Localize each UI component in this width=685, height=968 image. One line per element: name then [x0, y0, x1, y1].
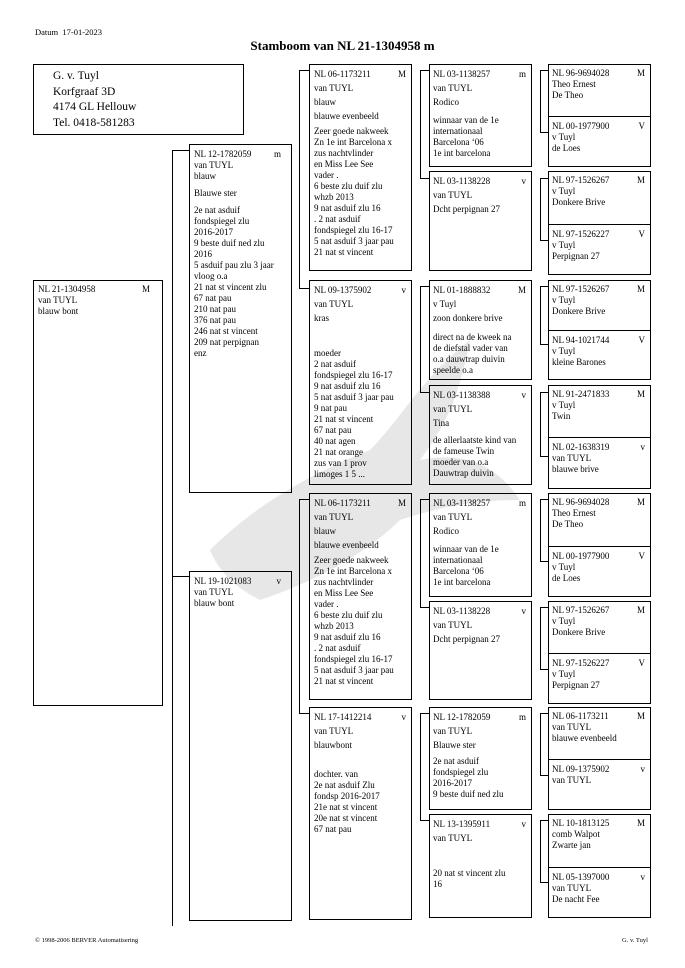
ggp-sex: m	[518, 712, 526, 722]
ggp-box-7	[429, 707, 532, 810]
ggp-sex: v	[521, 819, 526, 829]
gen5-sex: V	[638, 229, 645, 239]
grandparent-breeder: van TUYL	[314, 726, 354, 736]
gen5-sex: v	[640, 442, 645, 452]
grandparent-color: kras	[314, 313, 329, 323]
pair-divider	[549, 116, 650, 117]
gen5-sex: V	[638, 335, 645, 345]
gen5-line2: Theo Ernest	[552, 79, 596, 89]
gen5-ring: NL 10-1813125	[552, 818, 610, 828]
ggp-info: winnaar van de 1e internationaal Barcelona ‘06 1e int barcelona	[433, 544, 499, 587]
grandparent-sex: v	[401, 285, 406, 295]
gen5-sex: M	[636, 175, 645, 185]
ggp-breeder: van TUYL	[433, 726, 473, 736]
gen5-line3: de Loes	[552, 573, 581, 583]
ggp-info: de allerlaatste kind van de fameuse Twin moeder van o.a Dauwtrap duivin	[433, 435, 517, 478]
ggp-ring: NL 12-1782059	[433, 712, 491, 722]
ggp-sex: m	[518, 69, 526, 79]
grandparent-color: blauw	[314, 526, 336, 536]
gen5-pair-3	[548, 280, 651, 380]
gen5-ring: NL 09-1375902	[552, 764, 610, 774]
ggp-ring: NL 13-1395911	[433, 819, 491, 829]
gen5-line2: van TUYL	[552, 775, 592, 785]
ggp-box-5	[429, 493, 532, 597]
grandparent-sex: M	[397, 69, 406, 79]
grandparent-info: dochter. van 2e nat asduif Zlu fondsp 2016-2017 21e nat st vincent 20e nat st vincent 67 nat pau	[314, 769, 380, 834]
ggp-ring: NL 01-1888832	[433, 285, 491, 295]
mother-color: blauw bont	[194, 598, 235, 608]
grandparent-color: blauw	[314, 97, 336, 107]
grandparent-box-4	[309, 707, 412, 920]
grandparent-ring: NL 06-1173211	[314, 498, 371, 508]
ggp-breeder: v Tuyl	[433, 299, 457, 309]
ggp-sex: m	[518, 498, 526, 508]
grandparent-info: Zeer goede nakweek Zn 1e int Barcelona x zus nachtvlinder en Miss Lee See vader . 6 beste zlu duif zlu whzb 2013 9 nat asduif zlu 16 . 2 nat asduif fondspiegel zlu 16-17 5 nat asduif 3 jaar pau 21 nat st vincent	[314, 126, 394, 257]
footer-copyright: © 1998-2006 BERVER Automatisering	[35, 937, 139, 944]
grandparent-breeder: van TUYL	[314, 512, 354, 522]
subject-ring: NL 21-1304958	[38, 284, 96, 294]
gen5-line2: Theo Ernest	[552, 508, 596, 518]
ggp-info: 2e nat asduif fondspiegel zlu 2016-2017 9 beste duif ned zlu	[433, 756, 504, 799]
gen5-line3: De nacht Fee	[552, 894, 600, 904]
father-ring: NL 12-1782059	[194, 149, 252, 159]
gen5-line2: van TUYL	[552, 722, 592, 732]
gen5-ring: NL 05-1397000	[552, 872, 610, 882]
ggp-color: Dcht perpignan 27	[433, 204, 500, 214]
grandparent-ring: NL 06-1173211	[314, 69, 371, 79]
grandparent-ring: NL 17-1412214	[314, 712, 372, 722]
gen5-line3: Zwarte jan	[552, 840, 591, 850]
gen5-line3: Donkere Brive	[552, 197, 606, 207]
gen5-sex: M	[636, 818, 645, 828]
gen5-pair-6	[548, 601, 651, 704]
grandparent-box-2	[309, 280, 412, 485]
ggp-breeder: van TUYL	[433, 190, 473, 200]
ggp-ring: NL 03-1138388	[433, 390, 491, 400]
mother-sex: v	[276, 576, 281, 586]
pair-divider	[549, 330, 650, 331]
gen5-line2: v Tuyl	[552, 669, 576, 679]
gen5-ring: NL 94-1021744	[552, 335, 610, 345]
ggp-sex: v	[521, 606, 526, 616]
gen5-line3: blauwe brive	[552, 464, 599, 474]
gen5-line2: van TUYL	[552, 453, 592, 463]
grandparent-info: moeder 2 nat asduif fondspiegel zlu 16-17 9 nat asduif zlu 16 5 nat asduif 3 jaar pau 9 nat pau 21 nat st vincent 67 nat pau 40 nat agen 21 nat orange zus van 1 prov limoges 1 5 ...	[314, 348, 394, 479]
gen5-ring: NL 97-1526267	[552, 605, 610, 615]
gen5-ring: NL 91-2471833	[552, 389, 610, 399]
gen5-line2: v Tuyl	[552, 132, 576, 142]
gen5-line3: Perpignan 27	[552, 251, 600, 261]
gen5-sex: V	[638, 658, 645, 668]
ggp-ring: NL 03-1138228	[433, 606, 491, 616]
ggp-info: 20 nat st vincent zlu 16	[433, 868, 506, 889]
date-line	[35, 27, 102, 37]
father-info: 2e nat asduif fondspiegel zlu 2016-2017 9 beste duif ned zlu 2016 5 asduif pau zlu 3 jaar vloog o.a 21 nat st vincent zlu 67 nat pau 210 nat pau 376 nat pau 246 nat st vincent 209 nat perpignan enz	[194, 205, 274, 358]
gen5-sex: v	[640, 764, 645, 774]
mother-breeder: van TUYL	[194, 587, 234, 597]
date-value: 17-01-2023	[62, 27, 103, 37]
gen5-sex: M	[636, 711, 645, 721]
gen5-sex: v	[640, 872, 645, 882]
pair-divider	[549, 224, 650, 225]
father-color: blauw	[194, 171, 216, 181]
ggp-box-4	[429, 385, 532, 485]
gen5-sex: M	[636, 605, 645, 615]
gen5-sex: V	[638, 121, 645, 131]
gen5-line3: Donkere Brive	[552, 306, 606, 316]
ggp-ring: NL 03-1138257	[433, 498, 491, 508]
gen5-line3: kleine Barones	[552, 357, 606, 367]
footer-owner: G. v. Tuyl	[622, 937, 648, 944]
gen5-pair-5	[548, 493, 651, 597]
gen5-line3: Donkere Brive	[552, 627, 606, 637]
gen5-line3: de Loes	[552, 143, 581, 153]
gen5-pair-4	[548, 385, 651, 489]
pair-divider	[549, 437, 650, 438]
ggp-color: Rodico	[433, 526, 459, 536]
gen5-sex: M	[636, 68, 645, 78]
owner-street: Korfgraaf 3D	[53, 85, 116, 98]
gen5-ring: NL 00-1977900	[552, 551, 610, 561]
ggp-box-2	[429, 171, 532, 271]
ggp-breeder: van TUYL	[433, 404, 473, 414]
gen5-pair-7	[548, 707, 651, 810]
ggp-info: direct na de kweek na de diefstal vader van o.a dauwtrap duivin speelde o.a	[433, 332, 512, 375]
ggp-ring: NL 03-1138257	[433, 69, 491, 79]
grandparent-name: blauwe evenbeeld	[314, 540, 379, 550]
ggp-sex: v	[521, 176, 526, 186]
gen5-sex: M	[636, 284, 645, 294]
ggp-ring: NL 03-1138228	[433, 176, 491, 186]
gen5-line2: van TUYL	[552, 883, 592, 893]
father-box	[189, 144, 292, 493]
gen5-pair-1	[548, 64, 651, 167]
ggp-box-6	[429, 601, 532, 700]
gen5-sex: V	[638, 551, 645, 561]
ggp-info: winnaar van de 1e internationaal Barcelona ‘06 1e int barcelona	[433, 115, 499, 158]
grandparent-name: blauwe evenbeeld	[314, 111, 379, 121]
gen5-ring: NL 02-1638319	[552, 442, 610, 452]
gen5-ring: NL 96-9694028	[552, 497, 610, 507]
gen5-line2: v Tuyl	[552, 346, 576, 356]
father-breeder: van TUYL	[194, 160, 234, 170]
owner-name: G. v. Tuyl	[53, 70, 99, 82]
ggp-box-3	[429, 280, 532, 380]
ggp-box-8	[429, 814, 532, 918]
gen5-pair-2	[548, 171, 651, 275]
mother-box	[189, 571, 292, 921]
gen5-line3: Twin	[552, 411, 571, 421]
father-name: Blauwe ster	[194, 188, 237, 198]
gen5-ring: NL 97-1526227	[552, 229, 610, 239]
subject-sex: M	[141, 284, 150, 294]
gen5-line3: De Theo	[552, 519, 584, 529]
subject-color: blauw bont	[38, 306, 79, 316]
grandparent-breeder: van TUYL	[314, 83, 354, 93]
pair-divider	[549, 653, 650, 654]
gen5-sex: M	[636, 389, 645, 399]
ggp-breeder: van TUYL	[433, 512, 473, 522]
gen5-sex: M	[636, 497, 645, 507]
ggp-box-1	[429, 64, 532, 167]
gen5-ring: NL 97-1526267	[552, 175, 610, 185]
pair-divider	[549, 759, 650, 760]
gen5-line2: v Tuyl	[552, 400, 576, 410]
ggp-color: Tina	[433, 418, 450, 428]
date-label: Datum	[35, 27, 59, 37]
grandparent-sex: M	[397, 498, 406, 508]
ggp-sex: M	[517, 285, 526, 295]
ggp-breeder: van TUYL	[433, 833, 473, 843]
grandparent-color: blauwbont	[314, 740, 352, 750]
gen5-line2: v Tuyl	[552, 240, 576, 250]
gen5-line3: blauwe evenbeeld	[552, 733, 617, 743]
ggp-color: Dcht perpignan 27	[433, 634, 500, 644]
gen5-ring: NL 97-1526227	[552, 658, 610, 668]
ggp-sex: v	[521, 390, 526, 400]
ggp-breeder: van TUYL	[433, 620, 473, 630]
owner-phone: Tel. 0418-581283	[53, 116, 135, 129]
subject-box	[33, 280, 163, 706]
gen5-ring: NL 96-9694028	[552, 68, 610, 78]
gen5-line3: De Theo	[552, 90, 584, 100]
grandparent-sex: v	[401, 712, 406, 722]
gen5-line2: v Tuyl	[552, 616, 576, 626]
gen5-line2: v Tuyl	[552, 295, 576, 305]
gen5-ring: NL 00-1977900	[552, 121, 610, 131]
subject-breeder: van TUYL	[38, 295, 78, 305]
grandparent-box-1	[309, 64, 412, 271]
mother-ring: NL 19-1021083	[194, 576, 252, 586]
grandparent-breeder: van TUYL	[314, 299, 354, 309]
pair-divider	[549, 546, 650, 547]
gen5-ring: NL 97-1526267	[552, 284, 610, 294]
ggp-color: Blauwe ster	[433, 740, 476, 750]
grandparent-info: Zeer goede nakweek Zn 1e int Barcelona x zus nachtvlinder en Miss Lee See vader . 6 beste zlu duif zlu whzb 2013 9 nat asduif zlu 16 . 2 nat asduif fondspiegel zlu 16-17 5 nat asduif 3 jaar pau 21 nat st vincent	[314, 555, 394, 686]
gen5-line2: v Tuyl	[552, 186, 576, 196]
page-title: Stamboom van NL 21-1304958 m	[250, 38, 435, 53]
gen5-ring: NL 06-1173211	[552, 711, 609, 721]
pair-divider	[549, 867, 650, 868]
gen5-line2: comb Walpot	[552, 829, 600, 839]
grandparent-box-3	[309, 493, 412, 700]
gen5-line2: v Tuyl	[552, 562, 576, 572]
ggp-color: Rodico	[433, 97, 459, 107]
ggp-breeder: van TUYL	[433, 83, 473, 93]
owner-box	[33, 64, 244, 135]
gen5-pair-8	[548, 814, 651, 918]
owner-city: 4174 GL Hellouw	[53, 101, 137, 113]
grandparent-ring: NL 09-1375902	[314, 285, 372, 295]
father-sex: m	[273, 149, 281, 159]
ggp-color: zoon donkere brive	[433, 313, 503, 323]
gen5-line3: Perpignan 27	[552, 680, 600, 690]
